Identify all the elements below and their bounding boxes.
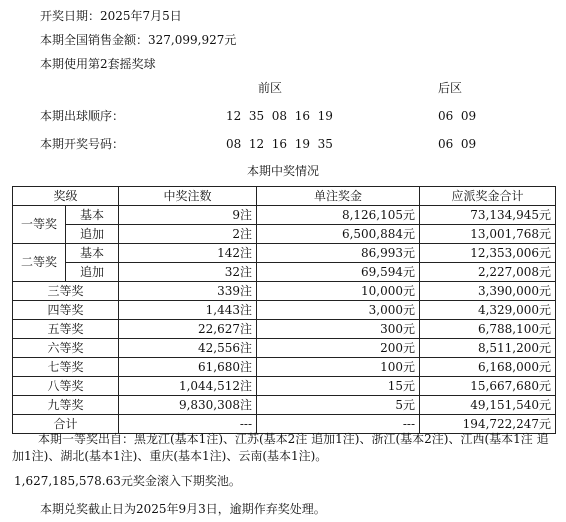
prize-level: 四等奖: [13, 301, 119, 320]
prize-total: 73,134,945元: [420, 206, 556, 225]
prize-total: 6,788,100元: [420, 320, 556, 339]
unit-prize: 69,594元: [257, 263, 420, 282]
winner-count: 1,044,512注: [119, 377, 257, 396]
table-row: [13, 301, 556, 320]
sales-amount: 本期全国销售金额：327,099,927元: [40, 33, 237, 47]
total-label: 合计: [13, 415, 119, 434]
prize-level: 七等奖: [13, 358, 119, 377]
prize-table: [12, 186, 556, 434]
prize-total: 49,151,540元: [420, 396, 556, 415]
prize-sub: 基本: [66, 206, 119, 225]
winning-numbers-front: 08 12 16 19 35: [226, 137, 333, 151]
winner-count: 142注: [119, 244, 257, 263]
prize-total: 2,227,008元: [420, 263, 556, 282]
rollover-note: 1,627,185,578.63元奖金滚入下期奖池。: [14, 474, 241, 488]
winning-numbers-label: 本期开奖号码：: [40, 137, 125, 151]
prize-sub: 追加: [66, 225, 119, 244]
prize-level: 六等奖: [13, 339, 119, 358]
prize-level: 二等奖: [13, 244, 66, 282]
table-row: [13, 358, 556, 377]
header-count: 中奖注数: [119, 187, 257, 206]
prize-level: 八等奖: [13, 377, 119, 396]
winner-count: 22,627注: [119, 320, 257, 339]
table-caption: 本期中奖情况: [246, 164, 319, 178]
table-row: [13, 206, 556, 225]
claim-deadline: 本期兑奖截止日为2025年9月3日，逾期作弃奖处理。: [40, 502, 326, 516]
header-level: 奖级: [13, 187, 119, 206]
header-prize: 单注奖金: [257, 187, 420, 206]
prize-total: 13,001,768元: [420, 225, 556, 244]
prize-total: 3,390,000元: [420, 282, 556, 301]
prize-level: 三等奖: [13, 282, 119, 301]
unit-prize: 10,000元: [257, 282, 420, 301]
table-row: [13, 320, 556, 339]
unit-prize: 15元: [257, 377, 420, 396]
table-row: [13, 225, 556, 244]
prize-sub: 追加: [66, 263, 119, 282]
unit-prize: 3,000元: [257, 301, 420, 320]
table-row: [13, 282, 556, 301]
table-row: [13, 339, 556, 358]
front-zone-label: 前区: [258, 81, 283, 95]
unit-prize: 6,500,884元: [257, 225, 420, 244]
prize-total: 8,511,200元: [420, 339, 556, 358]
unit-prize: 100元: [257, 358, 420, 377]
winner-count: 2注: [119, 225, 257, 244]
unit-prize: 8,126,105元: [257, 206, 420, 225]
unit-prize: 5元: [257, 396, 420, 415]
unit-prize: 86,993元: [257, 244, 420, 263]
table-row: [13, 377, 556, 396]
header-total: 应派奖金合计: [420, 187, 556, 206]
unit-prize: 300元: [257, 320, 420, 339]
draw-order-front: 12 35 08 16 19: [226, 109, 333, 123]
winner-count: ---: [119, 415, 257, 434]
draw-order-label: 本期出球顺序：: [40, 109, 125, 123]
winner-count: 61,680注: [119, 358, 257, 377]
prize-level: 一等奖: [13, 206, 66, 244]
prize-level: 五等奖: [13, 320, 119, 339]
winner-count: 1,443注: [119, 301, 257, 320]
winner-count: 42,556注: [119, 339, 257, 358]
winner-count: 9注: [119, 206, 257, 225]
draw-date: 开奖日期：2025年7月5日: [40, 9, 182, 23]
prize-total: 6,168,000元: [420, 358, 556, 377]
prize-level: 九等奖: [13, 396, 119, 415]
ball-set: 本期使用第2套摇奖球: [40, 57, 156, 71]
prize-sub: 基本: [66, 244, 119, 263]
table-header-row: [13, 187, 556, 206]
draw-order-back: 06 09: [438, 109, 477, 123]
first-prize-origin: 本期一等奖出自：黑龙江(基本1注)、江苏(基本2注 追加1注)、浙江(基本2注)、江西(基本1注 追加1注)、湖北(基本1注)、重庆(基本1注)、云南(基本1注)。: [12, 432, 549, 463]
prize-total: 12,353,006元: [420, 244, 556, 263]
table-row: [13, 244, 556, 263]
unit-prize: 200元: [257, 339, 420, 358]
prize-total: 4,329,000元: [420, 301, 556, 320]
winner-count: 9,830,308注: [119, 396, 257, 415]
table-row: [13, 263, 556, 282]
winning-numbers-back: 06 09: [438, 137, 477, 151]
grand-total: 194,722,247元: [420, 415, 556, 434]
prize-total: 15,667,680元: [420, 377, 556, 396]
unit-prize: ---: [257, 415, 420, 434]
winner-count: 32注: [119, 263, 257, 282]
table-row: [13, 396, 556, 415]
back-zone-label: 后区: [438, 81, 463, 95]
winner-count: 339注: [119, 282, 257, 301]
